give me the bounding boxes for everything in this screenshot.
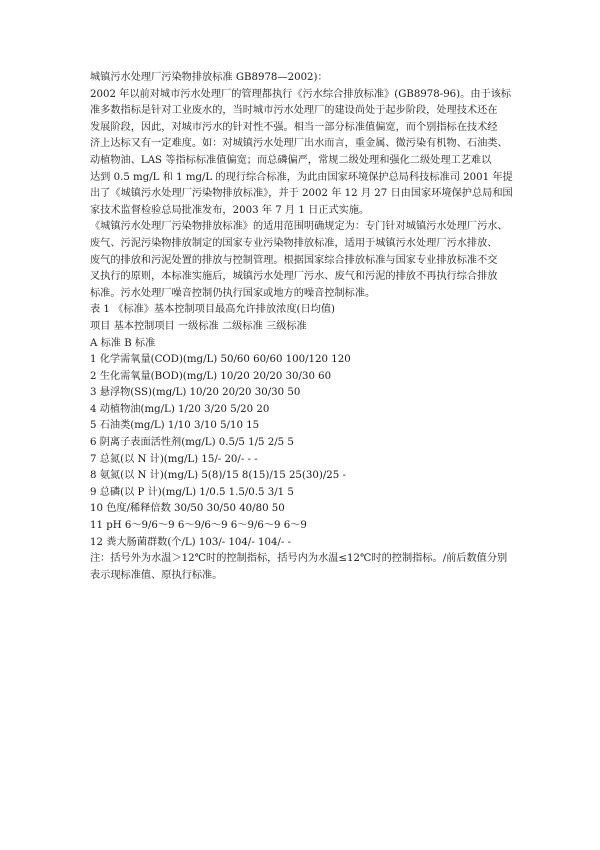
table-subheader: A 标准 B 标准 bbox=[90, 337, 156, 349]
table-row: 11 pH 6～9/6～9 6～9/6～9 6～9/6～9 6～9 bbox=[90, 520, 307, 532]
text-line: 动植物油、LAS 等指标标准值偏宽；而总磷偏严，常规二级处理和强化二级处理工艺难以 bbox=[90, 154, 492, 166]
table-row: 12 粪大肠菌群数(个/L) 103/- 104/- 104/- - bbox=[90, 536, 292, 548]
table-row: 1 化学需氧量(COD)(mg/L) 50/60 60/60 100/120 120 bbox=[90, 354, 351, 366]
table-row: 5 石油类(mg/L) 1/10 3/10 5/10 15 bbox=[90, 420, 260, 432]
text-line: 2002 年以前对城市污水处理厂的管理都执行《污水综合排放标准》(GB8978-96)。由于该标 bbox=[90, 88, 512, 100]
text-line: 《城镇污水处理厂污染物排放标准》的适用范围明确规定为：专门针对城镇污水处理厂污水、 bbox=[90, 221, 508, 233]
table-row: 7 总氮(以 N 计)(mg/L) 15/- 20/- - - bbox=[90, 453, 258, 465]
table-row: 8 氨氮(以 N 计)(mg/L) 5(8)/15 8(15)/15 25(30)/25 - bbox=[90, 470, 346, 482]
table-row: 4 动植物油(mg/L) 1/20 3/20 5/20 20 bbox=[90, 403, 270, 415]
table-note bbox=[90, 551, 520, 584]
standards-table bbox=[90, 302, 520, 551]
text-line: 废气的排放和污泥处置的排放与控制管理。根据国家综合排放标准与国家专业排放标准不交 bbox=[90, 254, 498, 266]
text-line: 家技术监督检验总局批准发布，2003 年 7 月 1 日正式实施。 bbox=[90, 204, 370, 216]
text-line: 叉执行的原则，本标准实施后，城镇污水处理厂污水、废气和污泥的排放不再执行综合排放 bbox=[90, 271, 498, 283]
table-caption: 表 1 《标准》基本控制项目最高允许排放浓度(日均值) bbox=[90, 304, 336, 316]
paragraph-scope bbox=[90, 219, 520, 302]
note-line: 注：括号外为水温＞12℃时的控制指标，括号内为水温≤12℃时的控制指标。/前后数值分别 bbox=[90, 553, 508, 565]
text-line: 标准。污水处理厂噪音控制仍执行国家或地方的噪音控制标准。 bbox=[90, 287, 376, 299]
paragraph-history bbox=[90, 87, 520, 220]
text-line: 达到 0.5 mg/L 和 1 mg/L 的现行综合标准，为此由国家环境保护总局科技标准司 2001 年提 bbox=[90, 171, 513, 183]
table-row: 10 色度/稀释倍数 30/50 30/50 40/80 50 bbox=[90, 503, 285, 515]
note-line: 表示现标准值、原执行标准。 bbox=[90, 569, 223, 581]
document-page bbox=[90, 70, 520, 584]
table-header: 项目 基本控制项目 一级标准 二级标准 三级标准 bbox=[90, 320, 307, 332]
table-row: 9 总磷(以 P 计)(mg/L) 1/0.5 1.5/0.5 3/1 5 bbox=[90, 486, 294, 498]
document-title: 城镇污水处理厂污染物排放标准 GB8978—2002)： bbox=[90, 72, 328, 83]
text-line: 出了《城镇污水处理厂污染物排放标准》，并于 2002 年 12 月 27 日由国家环境保护总局和国 bbox=[90, 188, 513, 200]
text-line: 济上达标又有一定难度。如：对城镇污水处理厂出水而言，重金属、微污染有机物、石油类、 bbox=[90, 138, 508, 150]
table-row: 3 悬浮物(SS)(mg/L) 10/20 20/20 30/30 50 bbox=[90, 387, 301, 399]
table-row: 2 生化需氧量(BOD)(mg/L) 10/20 20/20 30/30 60 bbox=[90, 370, 332, 382]
table-row: 6 阴离子表面活性剂(mg/L) 0.5/5 1/5 2/5 5 bbox=[90, 437, 294, 449]
text-line: 准多数指标是针对工业废水的，当时城市污水处理厂的建设尚处于起步阶段，处理技术还在 bbox=[90, 105, 498, 117]
text-line: 发展阶段，因此，对城市污水的针对性不强。相当一部分标准值偏宽，而个别指标在技术经 bbox=[90, 121, 498, 133]
text-line: 废气、污泥污染物排放制定的国家专业污染物排放标准，适用于城镇污水处理厂污水排放、 bbox=[90, 237, 498, 249]
